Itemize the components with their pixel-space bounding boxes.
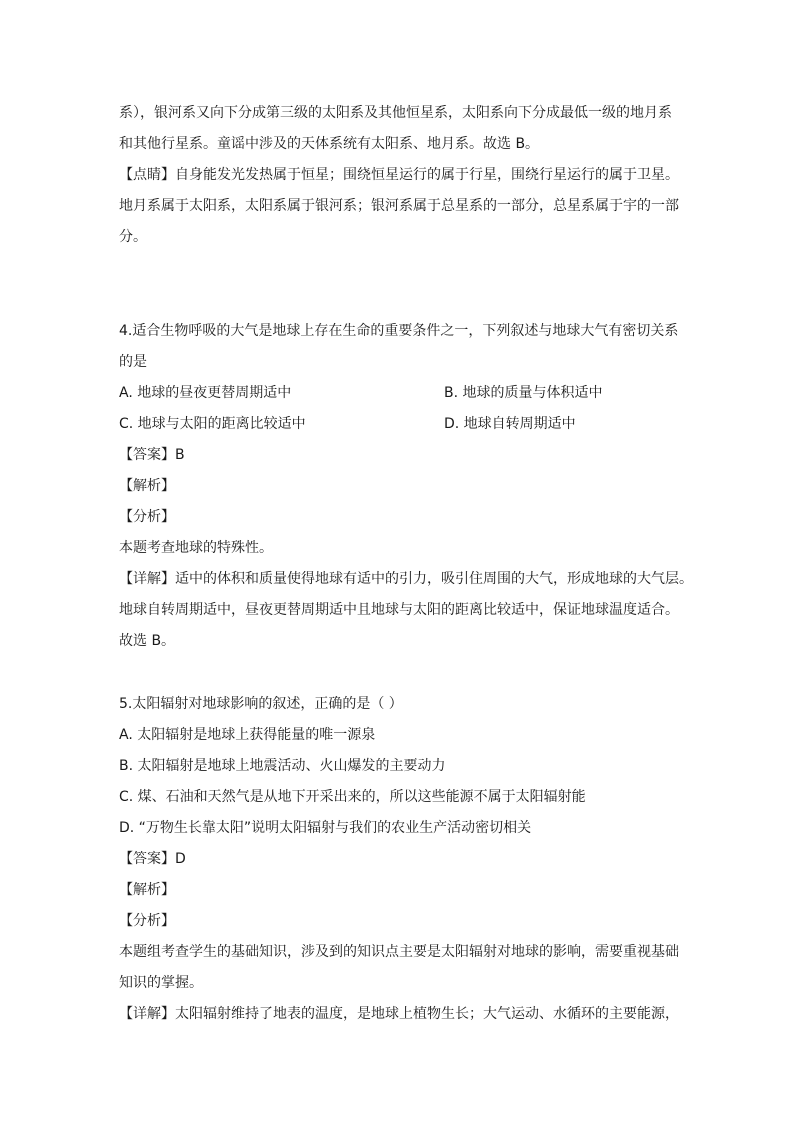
q4-jiexi-heading: 【解析】: [119, 478, 175, 494]
q4-detail-line-1: 【详解】适中的体积和质量使得地球有适中的引力，吸引住周围的大气，形成地球的大气层。: [119, 571, 693, 587]
q4-option-d: D. 地球自转周期适中: [444, 416, 576, 432]
q5-option-b: B. 太阳辐射是地球上地震活动、火山爆发的主要动力: [119, 758, 446, 774]
q5-detail-line-1: 【详解】太阳辐射维持了地表的温度，是地球上植物生长；大气运动、水循环的主要能源，: [119, 1006, 679, 1022]
q5-fenxi-text-line-2: 知识的掌握。: [119, 975, 203, 991]
note-line-3: 分。: [119, 229, 147, 245]
q4-detail-line-3: 故选 B。: [119, 633, 176, 649]
q4-fenxi-heading: 【分析】: [119, 509, 175, 525]
q4-option-b: B. 地球的质量与体积适中: [444, 385, 603, 401]
q4-option-c: C. 地球与太阳的距离比较适中: [119, 416, 306, 432]
q5-option-a: A. 太阳辐射是地球上获得能量的唯一源泉: [119, 727, 376, 743]
intro-line-2: 和其他行星系。童谣中涉及的天体系统有太阳系、地月系。故选 B。: [119, 136, 540, 152]
q4-detail-line-2: 地球自转周期适中，昼夜更替周期适中且地球与太阳的距离比较适中，保证地球温度适合。: [119, 602, 679, 618]
note-line-1: 【点睛】自身能发光发热属于恒星；围绕恒星运行的属于行星，围绕行星运行的属于卫星。: [119, 167, 679, 183]
q5-fenxi-heading: 【分析】: [119, 913, 175, 929]
note-line-2: 地月系属于太阳系，太阳系属于银河系；银河系属于总星系的一部分，总星系属于宇的一部: [119, 198, 679, 214]
q4-option-a: A. 地球的昼夜更替周期适中: [119, 385, 292, 401]
intro-line-1: 系），银河系又向下分成第三级的太阳系及其他恒星系，太阳系向下分成最低一级的地月系: [119, 105, 672, 121]
q5-option-c: C. 煤、石油和天然气是从地下开采出来的，所以这些能源不属于太阳辐射能: [119, 789, 586, 805]
q5-fenxi-text-line-1: 本题组考查学生的基础知识，涉及到的知识点主要是太阳辐射对地球的影响，需要重视基础: [119, 944, 679, 960]
q5-answer: 【答案】D: [119, 851, 186, 867]
q5-stem: 5.太阳辐射对地球影响的叙述，正确的是（ ）: [119, 696, 403, 712]
q4-fenxi-text: 本题考查地球的特殊性。: [119, 540, 273, 556]
q4-stem-line-2: 的是: [119, 354, 147, 370]
q5-jiexi-heading: 【解析】: [119, 882, 175, 898]
q5-option-d: D. “万物生长靠太阳”说明太阳辐射与我们的农业生产活动密切相关: [119, 820, 532, 836]
q4-answer: 【答案】B: [119, 447, 185, 463]
q4-stem-line-1: 4.适合生物呼吸的大气是地球上存在生命的重要条件之一，下列叙述与地球大气有密切关系: [119, 323, 679, 339]
